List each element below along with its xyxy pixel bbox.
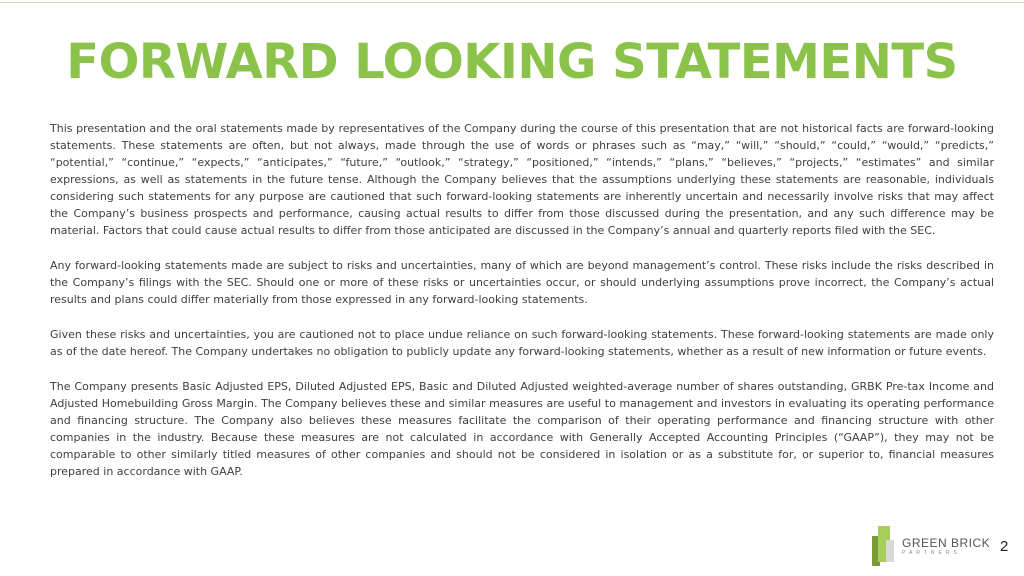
logo-name: GREEN BRICK: [902, 536, 991, 550]
paragraph-non-gaap-measures: The Company presents Basic Adjusted EPS, Diluted Adjusted EPS, Basic and Diluted Adjusted weighted-average number of shares outstanding, GRBK Pre-tax Income and Adjusted Homebuilding Gross Margin. The Company believes these and similar measures are useful to management and investors in evaluating its operating performance and financing structure. The Company also believes these measures facilitate the comparison of their operating performance and financing structure with other companies in the industry. Because these measures are not calculated in accordance with Generally Accepted Accounting Principles (“GAAP”), they may not be comparable to other similarly titled measures of other companies and should not be considered in isolation or as a substitute for, or superior to, financial measures prepared in accordance with GAAP.: [50, 380, 994, 478]
disclaimer-body: [50, 120, 994, 498]
slide-title: FORWARD LOOKING STATEMENTS: [66, 34, 958, 90]
green-brick-logo-mark-icon: [872, 526, 894, 566]
logo-subtitle: PARTNERS: [902, 550, 961, 556]
paragraph-forward-looking-intro: This presentation and the oral statements made by representatives of the Company during the course of this presentation that are not historical facts are forward-looking statements. These statements are often, but not always, made through the use of words or phrases such as “may,” “will,” “should,” “could,” “would,” “predicts,” “potential,” “continue,” “expects,” “anticipates,” “future,” “outlook,” “strategy,” “positioned,” “intends,” “plans,” “believes,” “projects,” “estimates” and similar expressions, as well as statements in the future tense. Although the Company believes that the assumptions underlying these statements are reasonable, individuals considering such statements for any purpose are cautioned that such forward-looking statements are inherently uncertain and necessarily involve risks that may affect the Company’s business prospects and performance, causing actual results to differ from those discussed during the presentation, and any such difference may be material. Factors that could cause actual results to differ from those anticipated are discussed in the Company’s annual and quarterly reports filed with the SEC.: [50, 122, 994, 237]
paragraph-risks: Any forward-looking statements made are subject to risks and uncertainties, many of which are beyond management’s control. These risks include the risks described in the Company’s filings with the SEC. Should one or more of these risks or uncertainties occur, or should underlying assumptions prove incorrect, the Company’s actual results and plans could differ materially from those expressed in any forward-looking statements.: [50, 259, 994, 306]
page-number: 2: [1000, 538, 1009, 555]
top-divider: [0, 2, 1024, 3]
paragraph-reliance-caution: Given these risks and uncertainties, you are cautioned not to place undue reliance on such forward-looking statements. These forward-looking statements are made only as of the date hereof. The Company undertakes no obligation to publicly update any forward-looking statements, whether as a result of new information or future events.: [50, 328, 994, 358]
company-logo: [872, 526, 1012, 566]
